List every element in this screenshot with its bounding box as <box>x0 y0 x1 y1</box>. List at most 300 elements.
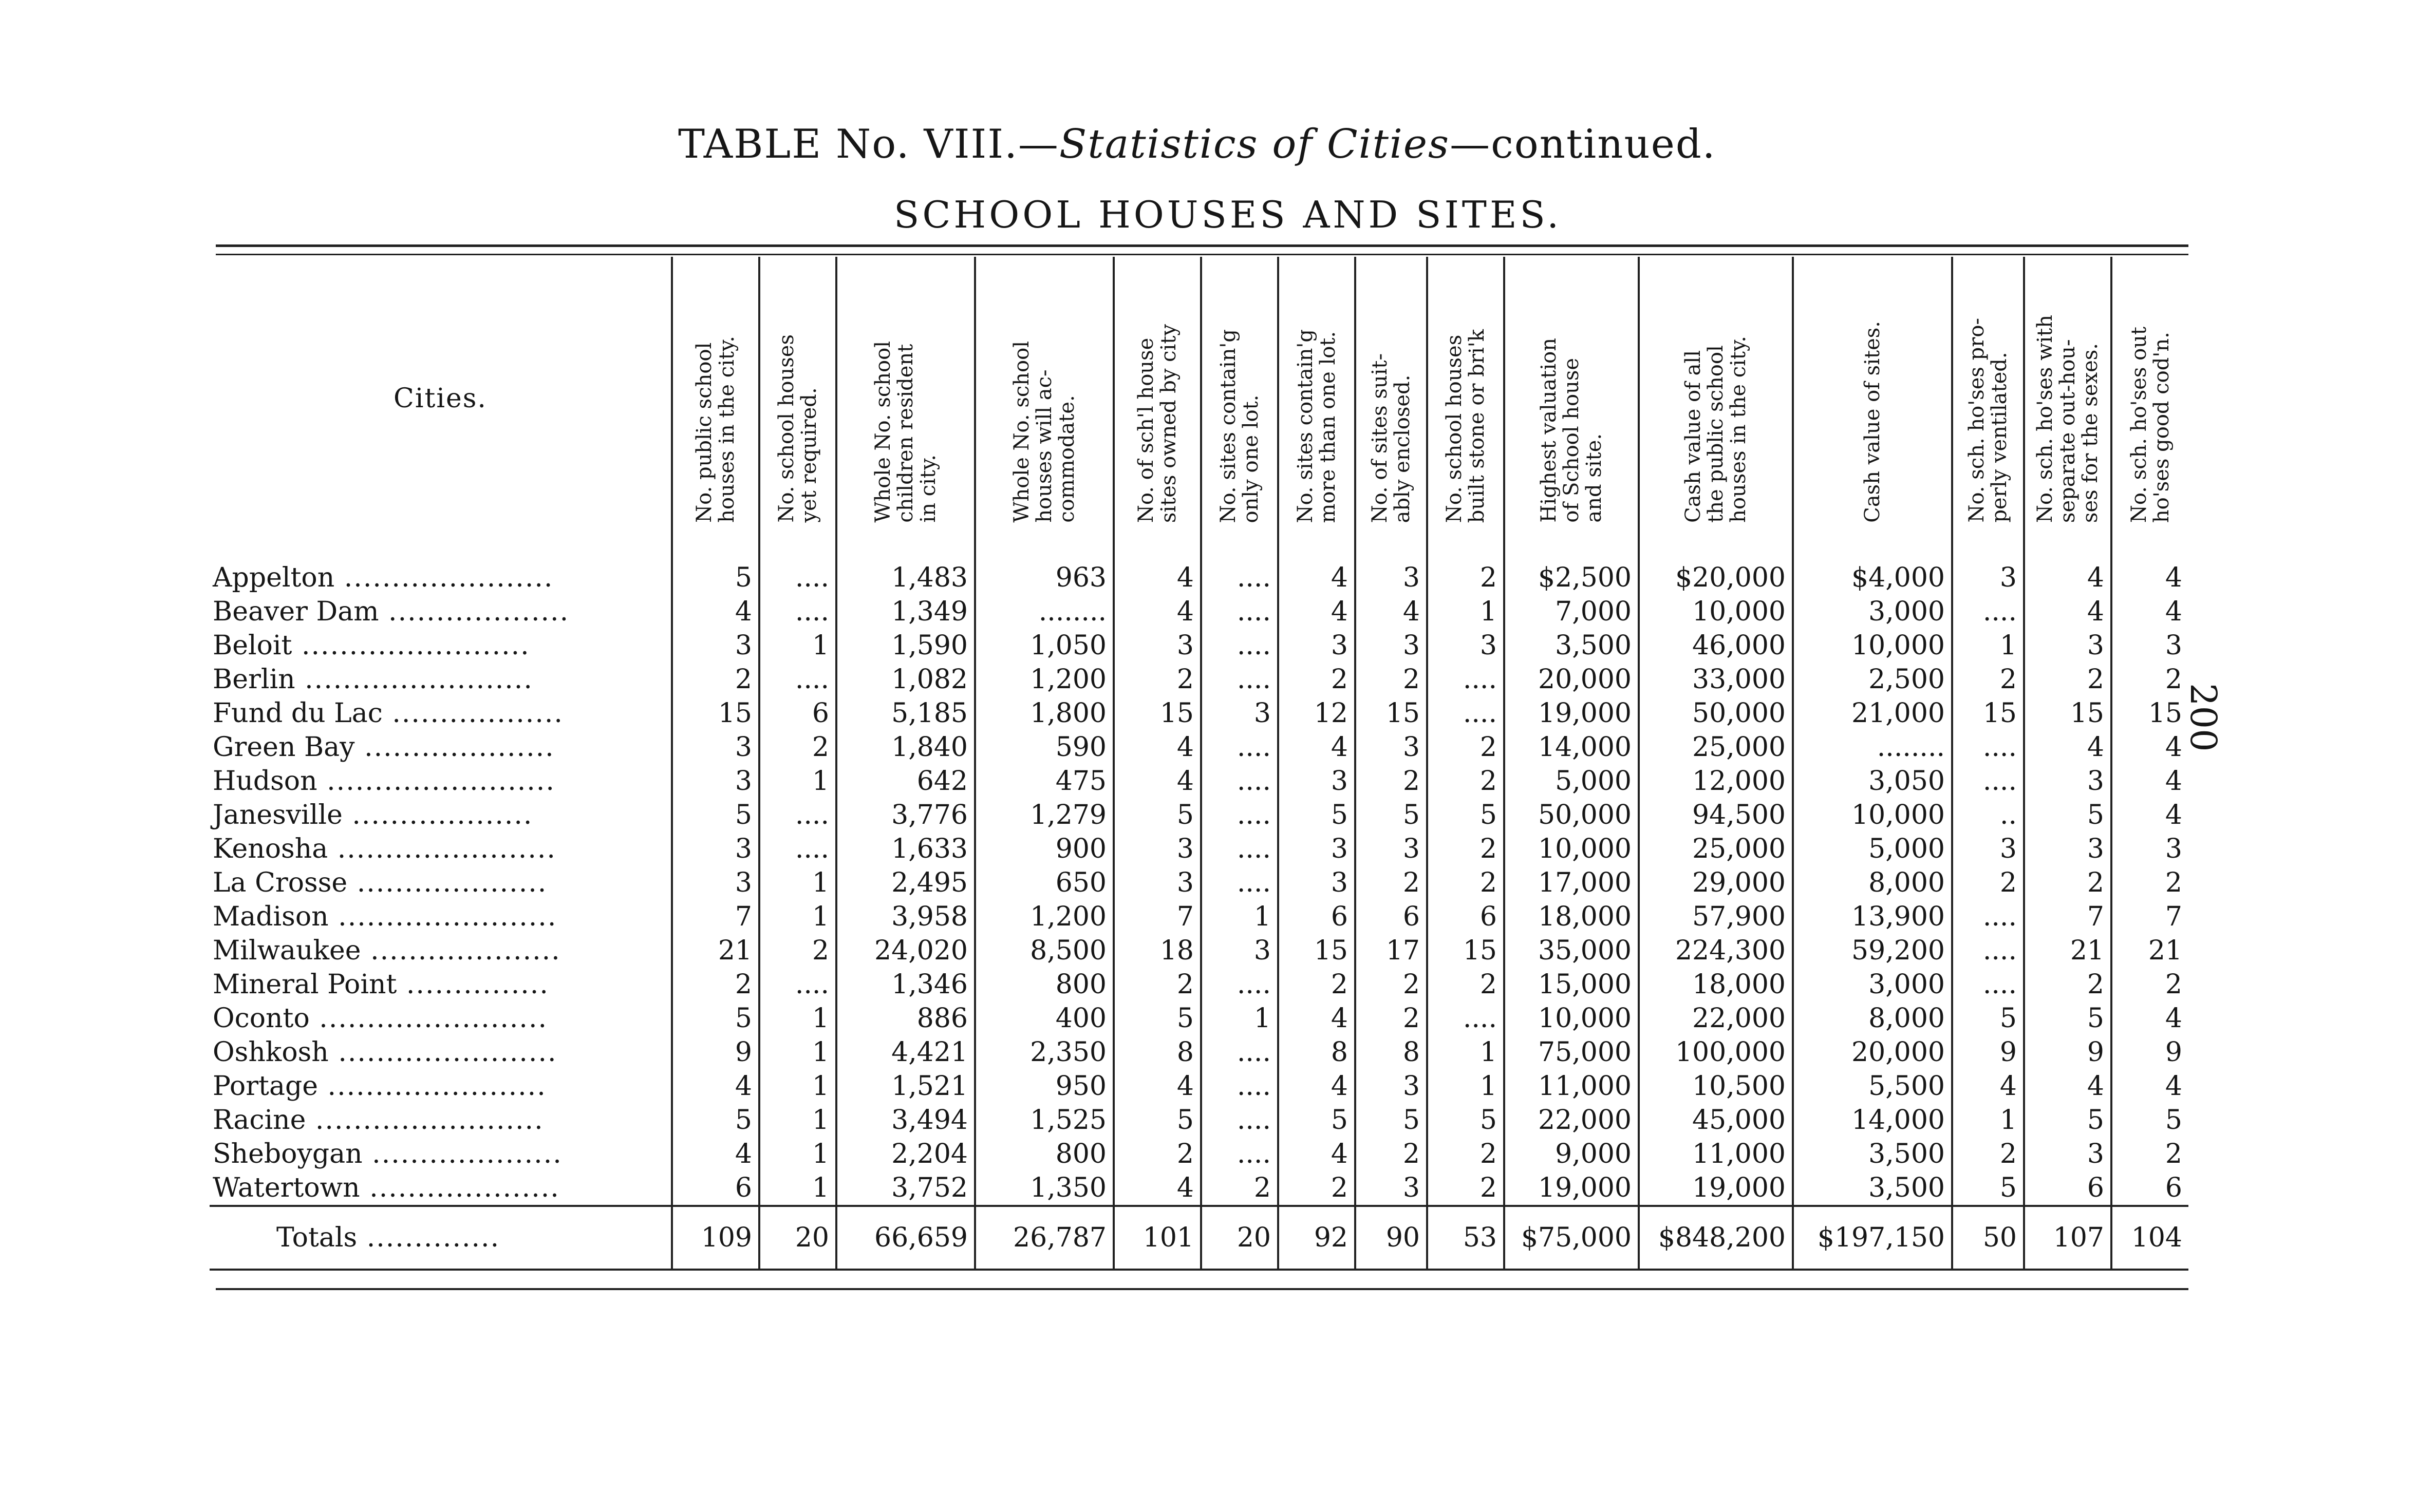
data-cell: 3 <box>1201 934 1278 968</box>
dot-leader: .................... <box>362 1139 563 1169</box>
data-cell: 5 <box>1114 798 1201 832</box>
data-cell: 2 <box>1952 663 2024 696</box>
data-cell: 3 <box>1355 1171 1427 1206</box>
data-cell: 1,349 <box>836 595 975 629</box>
dot-leader: .................... <box>361 935 561 966</box>
data-cell: $4,000 <box>1793 540 1952 595</box>
data-cell: 20 <box>1201 1206 1278 1270</box>
data-cell: 4 <box>2024 730 2111 764</box>
table-row <box>210 696 2188 730</box>
data-cell: 3,500 <box>1793 1171 1952 1206</box>
data-cell: 20,000 <box>1793 1035 1952 1069</box>
data-cell: .... <box>1952 730 2024 764</box>
data-cell: 2 <box>1427 832 1504 866</box>
data-cell: 2 <box>1201 1171 1278 1206</box>
data-cell: 5 <box>2024 1103 2111 1137</box>
header-row <box>210 257 2188 540</box>
data-cell: 19,000 <box>1639 1171 1793 1206</box>
data-cell: .... <box>1201 1103 1278 1137</box>
data-cell: 2,204 <box>836 1137 975 1171</box>
data-cell: 1 <box>1201 1001 1278 1035</box>
city-cell <box>210 730 672 764</box>
data-cell: 3 <box>672 866 759 900</box>
data-cell: 10,000 <box>1639 595 1793 629</box>
data-cell: 7 <box>2111 900 2188 934</box>
data-cell: 3,500 <box>1504 629 1639 663</box>
table-row <box>210 1137 2188 1171</box>
data-cell: 1,200 <box>975 663 1114 696</box>
city-cell <box>210 832 672 866</box>
data-cell: 50,000 <box>1639 696 1793 730</box>
data-cell: 4 <box>1278 1001 1355 1035</box>
data-cell: 6 <box>2111 1171 2188 1206</box>
data-cell: 15,000 <box>1504 968 1639 1001</box>
data-cell: 2,495 <box>836 866 975 900</box>
data-cell: .... <box>1427 696 1504 730</box>
data-cell: 3 <box>1355 1069 1427 1103</box>
table-body <box>210 540 2188 1270</box>
table-row <box>210 730 2188 764</box>
data-cell: 2 <box>2111 1137 2188 1171</box>
data-cell: 3 <box>2024 764 2111 798</box>
city-name: Watertown <box>213 1173 360 1203</box>
table-row <box>210 934 2188 968</box>
data-cell: 2 <box>1355 1137 1427 1171</box>
data-cell: 1,590 <box>836 629 975 663</box>
data-cell: 4 <box>1114 764 1201 798</box>
data-cell: 4 <box>672 1069 759 1103</box>
page-number: 200 <box>2182 683 2224 752</box>
data-cell: .... <box>1201 1137 1278 1171</box>
data-cell: $848,200 <box>1639 1206 1793 1270</box>
data-cell: 9,000 <box>1504 1137 1639 1171</box>
column-header-label: No. school houses yet required. <box>775 334 821 523</box>
column-header <box>1504 257 1639 540</box>
data-cell: 3 <box>1114 866 1201 900</box>
data-cell: .... <box>1201 730 1278 764</box>
column-header-label: Whole No. school houses will ac- commodate. <box>1010 341 1079 523</box>
data-cell: 3,958 <box>836 900 975 934</box>
data-cell: 46,000 <box>1639 629 1793 663</box>
city-cell <box>210 595 672 629</box>
data-cell: 2 <box>1355 968 1427 1001</box>
data-cell: 1,521 <box>836 1069 975 1103</box>
data-cell: 4 <box>2111 730 2188 764</box>
city-cell <box>210 1103 672 1137</box>
data-cell: 1 <box>1952 1103 2024 1137</box>
dot-leader: ...................... <box>334 562 554 593</box>
data-cell: .... <box>1952 595 2024 629</box>
data-cell: 5 <box>1952 1171 2024 1206</box>
dot-leader: ............... <box>397 969 549 1000</box>
data-cell: .... <box>759 663 836 696</box>
data-cell: $197,150 <box>1793 1206 1952 1270</box>
table-row <box>210 968 2188 1001</box>
data-cell: 3 <box>1114 832 1201 866</box>
data-cell: .... <box>1201 764 1278 798</box>
data-cell: 66,659 <box>836 1206 975 1270</box>
data-cell: 2 <box>1278 1171 1355 1206</box>
city-cell <box>210 934 672 968</box>
table-row <box>210 663 2188 696</box>
data-cell: 57,900 <box>1639 900 1793 934</box>
table-row <box>210 764 2188 798</box>
table-row <box>210 832 2188 866</box>
data-cell: 1 <box>1952 629 2024 663</box>
table-row <box>210 629 2188 663</box>
table-row <box>210 866 2188 900</box>
column-header <box>1952 257 2024 540</box>
data-cell: 2 <box>1427 968 1504 1001</box>
data-cell: 3 <box>672 629 759 663</box>
data-cell: 2 <box>759 730 836 764</box>
data-cell: 1,525 <box>975 1103 1114 1137</box>
data-cell: 104 <box>2111 1206 2188 1270</box>
data-cell: 21 <box>2111 934 2188 968</box>
title-prefix: TABLE No. VIII.— <box>678 121 1059 167</box>
data-cell: 5 <box>1278 1103 1355 1137</box>
data-cell: 3 <box>2111 832 2188 866</box>
data-cell: 7,000 <box>1504 595 1639 629</box>
data-cell: 2 <box>1278 663 1355 696</box>
totals-row <box>210 1206 2188 1270</box>
city-name: Beaver Dam <box>213 596 379 627</box>
data-cell: 963 <box>975 540 1114 595</box>
data-cell: 14,000 <box>1793 1103 1952 1137</box>
data-cell: 26,787 <box>975 1206 1114 1270</box>
table-row <box>210 1001 2188 1035</box>
data-cell: 1 <box>1427 1035 1504 1069</box>
data-cell: 3 <box>672 832 759 866</box>
data-cell: 90 <box>1355 1206 1427 1270</box>
data-cell: 5 <box>672 540 759 595</box>
data-cell: 10,500 <box>1639 1069 1793 1103</box>
data-cell: 7 <box>672 900 759 934</box>
data-cell: 5 <box>2111 1103 2188 1137</box>
data-cell: 5 <box>1114 1001 1201 1035</box>
data-cell: 400 <box>975 1001 1114 1035</box>
data-cell: 886 <box>836 1001 975 1035</box>
data-cell: 20 <box>759 1206 836 1270</box>
data-cell: .... <box>1201 540 1278 595</box>
data-cell: 1,633 <box>836 832 975 866</box>
data-cell: 18,000 <box>1639 968 1793 1001</box>
data-cell: 35,000 <box>1504 934 1639 968</box>
data-cell: 5 <box>1355 798 1427 832</box>
column-header-label: No. sch. ho'ses out ho'ses good cod'n. <box>2127 326 2174 523</box>
data-cell: 3 <box>1355 629 1427 663</box>
city-name: Fund du Lac <box>213 698 383 729</box>
table-row <box>210 1171 2188 1206</box>
column-header-label: Whole No. school children resident in city. <box>871 341 940 523</box>
data-cell: 650 <box>975 866 1114 900</box>
data-cell: 1 <box>1201 900 1278 934</box>
data-cell: 100,000 <box>1639 1035 1793 1069</box>
column-header <box>1427 257 1504 540</box>
data-cell: 5 <box>1952 1001 2024 1035</box>
city-name: Totals <box>276 1222 358 1253</box>
data-cell: 21,000 <box>1793 696 1952 730</box>
table-title <box>678 121 1716 167</box>
data-cell: 4,421 <box>836 1035 975 1069</box>
dot-leader: .............. <box>357 1222 500 1253</box>
data-cell: 1 <box>759 900 836 934</box>
data-cell: 50 <box>1952 1206 2024 1270</box>
data-cell: 13,900 <box>1793 900 1952 934</box>
column-header <box>2024 257 2111 540</box>
data-cell: 2 <box>2024 663 2111 696</box>
column-header <box>759 257 836 540</box>
dot-leader: ........................ <box>306 1105 544 1136</box>
data-cell: 1 <box>759 1035 836 1069</box>
dot-leader: ........................ <box>292 630 530 661</box>
data-cell: 8 <box>1278 1035 1355 1069</box>
data-cell: 1,840 <box>836 730 975 764</box>
data-cell: 8,500 <box>975 934 1114 968</box>
data-cell: 1 <box>759 629 836 663</box>
column-header <box>1793 257 1952 540</box>
data-cell: 9 <box>2024 1035 2111 1069</box>
data-cell: .... <box>759 968 836 1001</box>
data-cell: 2 <box>1952 1137 2024 1171</box>
data-cell: 3 <box>2111 629 2188 663</box>
data-cell: 2 <box>1114 968 1201 1001</box>
data-cell: 15 <box>2024 696 2111 730</box>
data-cell: 1,346 <box>836 968 975 1001</box>
data-cell: 15 <box>1278 934 1355 968</box>
table-row <box>210 595 2188 629</box>
column-header <box>1355 257 1427 540</box>
data-cell: 24,020 <box>836 934 975 968</box>
data-cell: 1,483 <box>836 540 975 595</box>
city-name: La Crosse <box>213 867 348 898</box>
data-cell: 22,000 <box>1504 1103 1639 1137</box>
column-header-label: No. of sites suit- ably enclosed. <box>1368 353 1414 523</box>
data-cell: 4 <box>1278 595 1355 629</box>
data-cell: 2 <box>1952 866 2024 900</box>
data-cell: 11,000 <box>1504 1069 1639 1103</box>
data-cell: 109 <box>672 1206 759 1270</box>
data-cell: 10,000 <box>1504 832 1639 866</box>
data-cell: 3 <box>1278 764 1355 798</box>
data-cell: 22,000 <box>1639 1001 1793 1035</box>
data-cell: .... <box>1201 1069 1278 1103</box>
data-cell: 8,000 <box>1793 1001 1952 1035</box>
data-cell: .... <box>1427 663 1504 696</box>
data-cell: .... <box>759 595 836 629</box>
data-cell: 3 <box>1427 629 1504 663</box>
data-cell: .... <box>1952 934 2024 968</box>
city-name: Kenosha <box>213 834 328 864</box>
data-cell: 2,500 <box>1793 663 1952 696</box>
data-cell: 4 <box>1278 730 1355 764</box>
data-cell: .... <box>1952 900 2024 934</box>
column-header-label: Cities. <box>394 383 487 414</box>
data-cell: 21 <box>672 934 759 968</box>
column-header <box>836 257 975 540</box>
data-cell: 3 <box>1952 540 2024 595</box>
data-cell: 1,279 <box>975 798 1114 832</box>
data-cell: 3,776 <box>836 798 975 832</box>
city-name: Appelton <box>213 562 335 593</box>
data-cell: 3 <box>1278 866 1355 900</box>
data-cell: 8 <box>1355 1035 1427 1069</box>
city-name: Milwaukee <box>213 935 361 966</box>
dot-leader: ........................ <box>309 1003 548 1034</box>
title-italic: Statistics of Cities <box>1059 121 1450 167</box>
data-cell: 6 <box>1355 900 1427 934</box>
data-cell: 900 <box>975 832 1114 866</box>
city-name: Beloit <box>213 630 292 661</box>
data-cell: 1 <box>759 764 836 798</box>
data-cell: 2 <box>1427 1137 1504 1171</box>
data-cell: 5,500 <box>1793 1069 1952 1103</box>
data-cell: 9 <box>2111 1035 2188 1069</box>
data-cell: 11,000 <box>1639 1137 1793 1171</box>
data-cell: 5 <box>672 1001 759 1035</box>
data-cell: 45,000 <box>1639 1103 1793 1137</box>
data-cell: 18 <box>1114 934 1201 968</box>
data-cell: 15 <box>2111 696 2188 730</box>
data-cell: 2 <box>1427 540 1504 595</box>
data-cell: 4 <box>1278 540 1355 595</box>
city-name: Sheboygan <box>213 1139 363 1169</box>
data-cell: 475 <box>975 764 1114 798</box>
statistics-table <box>210 257 2188 1271</box>
dot-leader: ....................... <box>328 834 556 864</box>
city-cell <box>210 900 672 934</box>
data-cell: 5 <box>1427 798 1504 832</box>
column-header-label: No. sch. ho'ses pro- perly ventilated. <box>1965 318 2011 523</box>
data-cell: 5 <box>2024 1001 2111 1035</box>
column-header-label: Cash value of all the public school houses in the city. <box>1681 336 1750 523</box>
data-cell: 1 <box>1427 595 1504 629</box>
data-cell: 2 <box>1114 663 1201 696</box>
city-cell <box>210 629 672 663</box>
data-cell: .... <box>1201 968 1278 1001</box>
data-cell: .... <box>1201 798 1278 832</box>
data-cell: 7 <box>1114 900 1201 934</box>
data-cell: 3 <box>1355 540 1427 595</box>
column-header-label: Cash value of sites. <box>1861 321 1884 523</box>
data-cell: 8 <box>1114 1035 1201 1069</box>
data-cell: 6 <box>2024 1171 2111 1206</box>
dot-leader: .................... <box>354 732 555 763</box>
data-cell: $75,000 <box>1504 1206 1639 1270</box>
data-cell: .... <box>759 540 836 595</box>
city-name: Berlin <box>213 664 295 695</box>
city-name: Madison <box>213 901 329 932</box>
table-row <box>210 1035 2188 1069</box>
data-cell: 5 <box>1427 1103 1504 1137</box>
data-cell: 4 <box>1114 1171 1201 1206</box>
data-cell: 50,000 <box>1504 798 1639 832</box>
data-cell: 3 <box>672 730 759 764</box>
data-cell: 15 <box>672 696 759 730</box>
data-cell: 8,000 <box>1793 866 1952 900</box>
data-cell: 3,000 <box>1793 968 1952 1001</box>
data-cell: 2 <box>672 968 759 1001</box>
data-cell: 4 <box>672 595 759 629</box>
data-cell: 800 <box>975 1137 1114 1171</box>
data-cell: 590 <box>975 730 1114 764</box>
city-name: Janesville <box>213 800 343 830</box>
data-cell: .... <box>1201 832 1278 866</box>
data-cell: 4 <box>1355 595 1427 629</box>
data-cell: 800 <box>975 968 1114 1001</box>
data-cell: 3 <box>1201 696 1278 730</box>
data-cell: $2,500 <box>1504 540 1639 595</box>
data-cell: .... <box>1201 866 1278 900</box>
dot-leader: ....................... <box>328 901 557 932</box>
data-cell: 25,000 <box>1639 832 1793 866</box>
top-rule <box>216 244 2188 247</box>
data-cell: 33,000 <box>1639 663 1793 696</box>
data-cell: 3,050 <box>1793 764 1952 798</box>
data-cell: 3,494 <box>836 1103 975 1137</box>
data-cell: 950 <box>975 1069 1114 1103</box>
data-cell: 17 <box>1355 934 1427 968</box>
data-cell: 10,000 <box>1793 629 1952 663</box>
data-cell: 4 <box>1114 1069 1201 1103</box>
data-cell: 17,000 <box>1504 866 1639 900</box>
city-cell <box>210 1069 672 1103</box>
data-cell: 1,800 <box>975 696 1114 730</box>
data-cell: 15 <box>1355 696 1427 730</box>
city-name: Hudson <box>213 766 317 797</box>
city-name: Mineral Point <box>213 969 397 1000</box>
city-cell <box>210 1171 672 1206</box>
data-cell: 5 <box>1278 798 1355 832</box>
column-header <box>672 257 759 540</box>
data-cell: 4 <box>1952 1069 2024 1103</box>
data-cell: 1,082 <box>836 663 975 696</box>
data-cell: 29,000 <box>1639 866 1793 900</box>
data-cell: 2 <box>1355 764 1427 798</box>
data-cell: 4 <box>1278 1069 1355 1103</box>
data-cell: .... <box>1952 764 2024 798</box>
data-cell: 12,000 <box>1639 764 1793 798</box>
data-cell: 642 <box>836 764 975 798</box>
data-cell: 75,000 <box>1504 1035 1639 1069</box>
column-header-label: No. public school houses in the city. <box>692 336 739 523</box>
data-cell: 5,000 <box>1504 764 1639 798</box>
city-cell <box>210 540 672 595</box>
data-cell: 2 <box>2111 663 2188 696</box>
data-cell: 5 <box>672 798 759 832</box>
dot-leader: .................. <box>382 698 564 729</box>
dot-leader: .................... <box>347 867 548 898</box>
top-rule-inner <box>216 254 2188 255</box>
data-cell: 2 <box>2111 866 2188 900</box>
data-cell: 3 <box>2024 629 2111 663</box>
data-cell: 3,752 <box>836 1171 975 1206</box>
data-cell: 5 <box>1114 1103 1201 1137</box>
table-row <box>210 540 2188 595</box>
data-cell: 3 <box>2024 1137 2111 1171</box>
table-row <box>210 1103 2188 1137</box>
data-cell: 1,050 <box>975 629 1114 663</box>
data-cell: 5 <box>672 1103 759 1137</box>
data-cell: 2 <box>1427 764 1504 798</box>
city-name: Green Bay <box>213 732 355 763</box>
data-cell: 2 <box>1355 1001 1427 1035</box>
column-header <box>1114 257 1201 540</box>
data-cell: 3 <box>1355 832 1427 866</box>
data-cell: 4 <box>2024 595 2111 629</box>
data-cell: 2 <box>1355 663 1427 696</box>
data-cell: 9 <box>672 1035 759 1069</box>
